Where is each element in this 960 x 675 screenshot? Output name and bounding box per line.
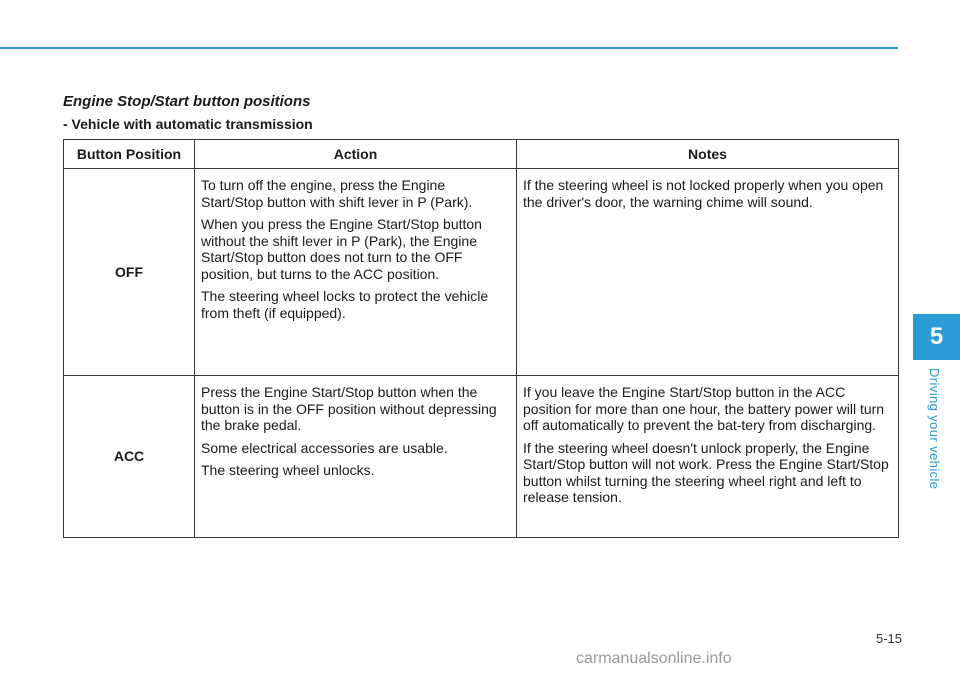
section-subtitle: - Vehicle with automatic transmission	[63, 116, 313, 132]
position-cell: ACC	[64, 376, 195, 538]
table-row-acc	[64, 376, 899, 538]
header-action: Action	[195, 140, 517, 169]
action-text: Some electrical accessories are usable.	[201, 439, 448, 456]
action-cell	[195, 169, 517, 376]
action-text: When you press the Engine Start/Stop button without the shift lever in P (Park), the Engine Start/Stop button does not turn to the OFF position, but turns to the ACC position.	[201, 216, 482, 282]
table-header-row	[64, 140, 899, 169]
action-text: The steering wheel unlocks.	[201, 462, 375, 478]
action-text: Press the Engine Start/Stop button when the button is in the OFF position without depressing the brake pedal.	[201, 384, 497, 433]
watermark: carmanualsonline.info	[576, 650, 732, 667]
notes-cell	[517, 376, 899, 538]
chapter-tab: 5	[913, 314, 960, 360]
header-rule	[0, 47, 898, 49]
action-cell	[195, 376, 517, 538]
page-number: 5-15	[875, 631, 902, 646]
header-notes: Notes	[517, 140, 899, 169]
position-cell: OFF	[64, 169, 195, 376]
action-text: The steering wheel locks to protect the vehicle from theft (if equipped).	[201, 288, 489, 321]
notes-cell	[517, 169, 899, 376]
notes-text: If you leave the Engine Start/Stop button in the ACC position for more than one hour, the battery power will turn off automatically to prevent the bat-tery from discharging.	[523, 384, 885, 433]
notes-text: If the steering wheel doesn't unlock properly, the Engine Start/Stop button will not work. Press the Engine Start/Stop button whilst turning the steering wheel right and left to release tension.	[523, 439, 889, 505]
button-positions-table	[63, 139, 899, 538]
chapter-name: Driving your vehicle	[927, 368, 942, 490]
header-button-position: Button Position	[64, 140, 195, 169]
table-row-off	[64, 169, 899, 376]
notes-text: If the steering wheel is not locked properly when you open the driver's door, the warning chime will sound.	[523, 177, 884, 210]
section-title: Engine Stop/Start button positions	[63, 93, 311, 110]
action-text: To turn off the engine, press the Engine Start/Stop button with shift lever in P (Park).	[201, 177, 473, 210]
